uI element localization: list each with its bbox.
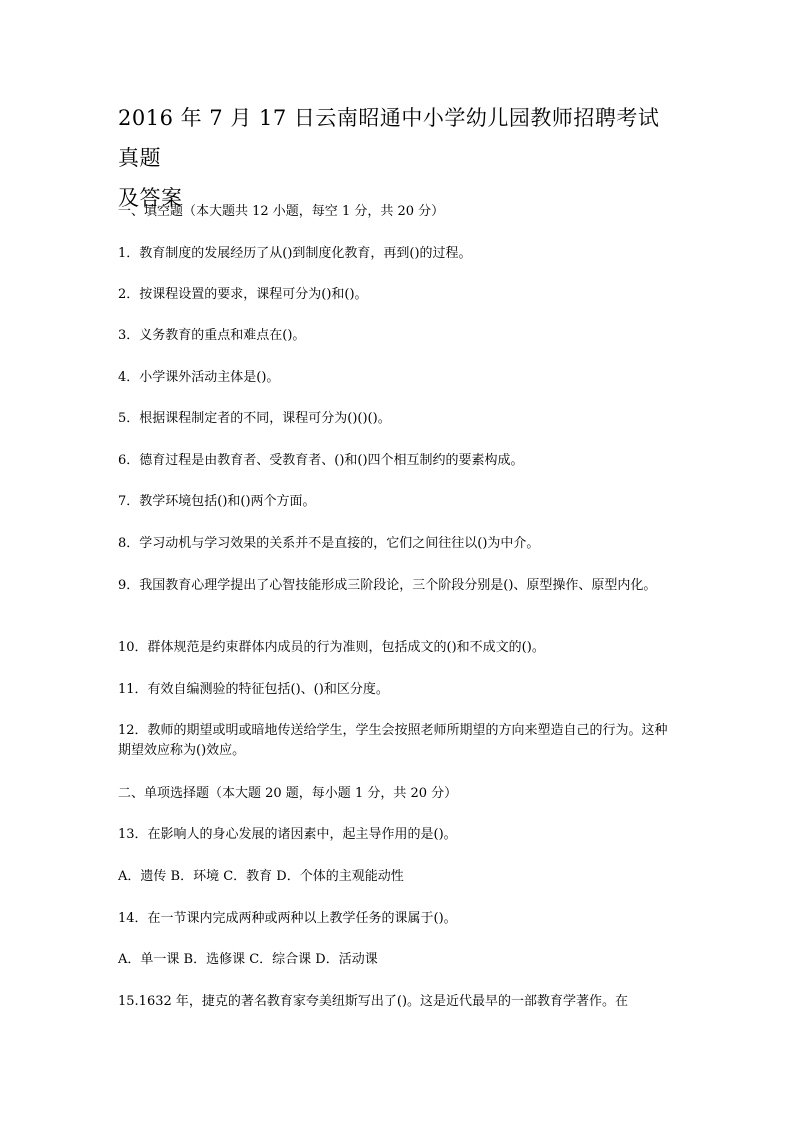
question-10: 10．群体规范是约束群体内成员的行为准则，包括成文的()和不成文的()。	[118, 640, 545, 655]
question-13-options: A．遗传 B．环境 C．教育 D．个体的主观能动性	[118, 869, 404, 884]
question-8: 8．学习动机与学习效果的关系并不是直接的，它们之间往往以()为中介。	[118, 536, 540, 551]
document-title	[118, 98, 678, 218]
question-14: 14．在一节课内完成两种或两种以上教学任务的课属于()。	[118, 911, 457, 926]
question-7: 7．教学环境包括()和()两个方面。	[118, 494, 316, 509]
title-line-1: 2016 年 7 月 17 日云南昭通中小学幼儿园教师招聘考试真题	[118, 106, 660, 170]
question-3: 3．义务教育的重点和难点在()。	[118, 328, 306, 343]
question-1: 1．教育制度的发展经历了从()到制度化教育，再到()的过程。	[118, 246, 472, 261]
question-12: 12．教师的期望或明或暗地传送给学生，学生会按照老师所期望的方向来塑造自己的行为。这种期望效应称为()效应。	[118, 723, 668, 758]
question-15: 15.1632 年，捷克的著名教育家夸美纽斯写出了()。这是近代最早的一部教育学著作。在	[118, 994, 629, 1009]
question-2: 2．按课程设置的要求，课程可分为()和()。	[118, 287, 368, 302]
question-13: 13．在影响人的身心发展的诸因素中，起主导作用的是()。	[118, 827, 457, 842]
question-11: 11．有效自编测验的特征包括()、()和区分度。	[118, 682, 389, 697]
question-5: 5．根据课程制定者的不同，课程可分为()()()。	[118, 411, 391, 426]
question-6: 6．德育过程是由教育者、受教育者、()和()四个相互制约的要素构成。	[118, 453, 524, 468]
title-line-2: 及答案	[118, 186, 183, 210]
section-heading-single-choice: 二、单项选择题（本大题 20 题，每小题 1 分，共 20 分）	[118, 786, 458, 801]
question-4: 4．小学课外活动主体是()。	[118, 370, 280, 385]
section-heading-fill-in: 一、填空题（本大题共 12 小题，每空 1 分，共 20 分）	[118, 204, 445, 219]
question-14-options: A．单一课 B．选修课 C．综合课 D．活动课	[118, 952, 378, 967]
question-9: 9．我国教育心理学提出了心智技能形成三阶段论，三个阶段分别是()、原型操作、原型内化。	[118, 578, 657, 593]
